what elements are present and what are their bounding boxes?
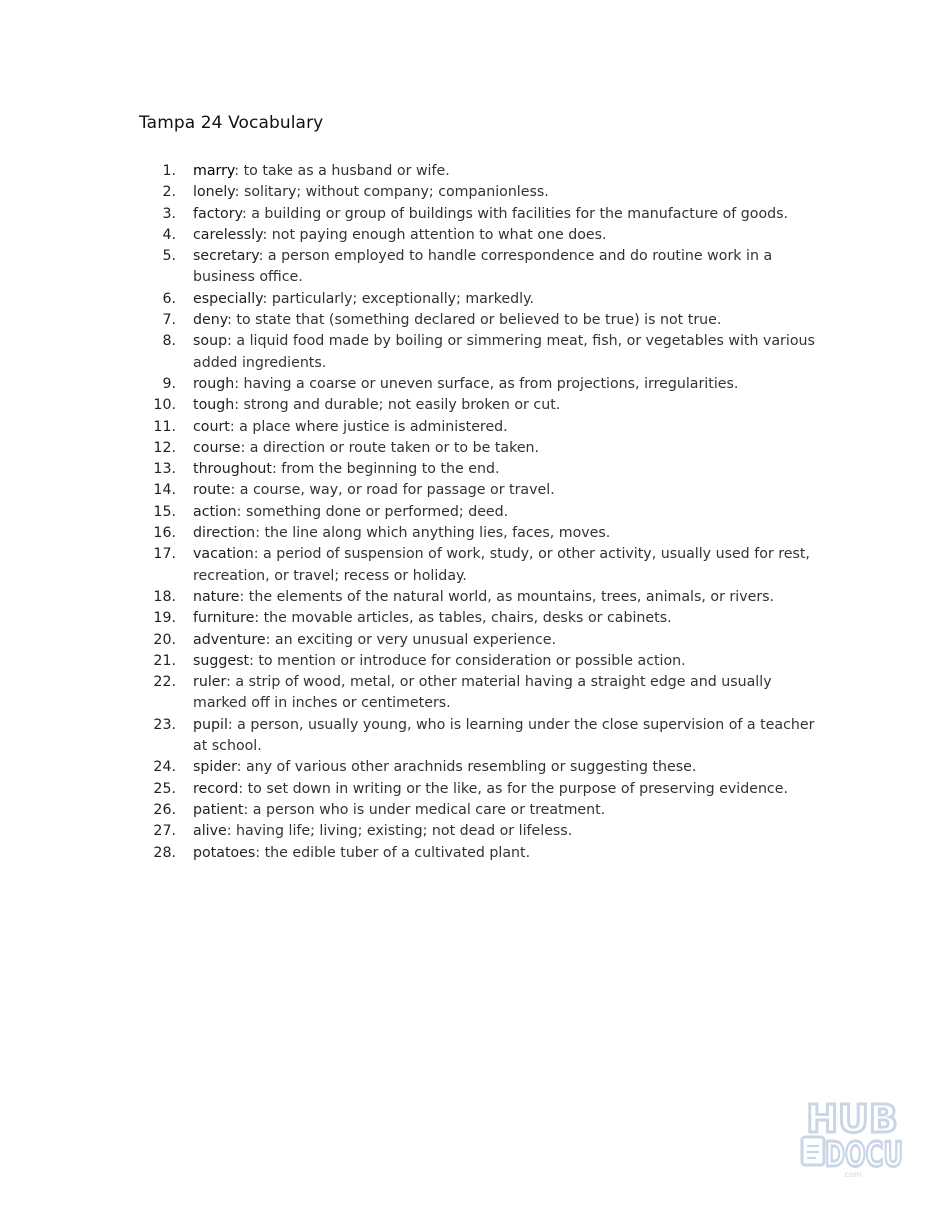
vocab-term: nature xyxy=(193,588,240,605)
vocab-definition: : particularly; exceptionally; markedly. xyxy=(262,290,534,307)
list-item-number: 13. xyxy=(153,461,176,478)
vocab-term: course xyxy=(193,439,241,456)
list-item-number: 7. xyxy=(162,312,176,329)
list-item xyxy=(139,843,819,864)
vocab-term: spider xyxy=(193,759,237,776)
list-item xyxy=(139,459,819,480)
watermark-text-docu: DOCU xyxy=(825,1135,903,1175)
vocab-term: furniture xyxy=(193,610,255,627)
list-item-number: 16. xyxy=(153,525,176,542)
vocab-definition: : a direction or route taken or to be taken. xyxy=(240,439,540,456)
list-item xyxy=(139,225,819,246)
list-item-number: 4. xyxy=(162,226,176,243)
list-item-number: 5. xyxy=(162,248,176,265)
list-item xyxy=(139,715,819,758)
vocab-term: adventure xyxy=(193,631,266,648)
vocab-definition: : a period of suspension of work, study, or other activity, usually used for rest, recreation, or travel; recess or holiday. xyxy=(193,546,810,584)
vocab-term: direction xyxy=(193,525,256,542)
list-item xyxy=(139,587,819,608)
list-item xyxy=(139,800,819,821)
vocab-definition: : a liquid food made by boiling or simmering meat, fish, or vegetables with various added ingredients. xyxy=(193,333,815,371)
list-item-number: 15. xyxy=(153,503,176,520)
list-item-number: 14. xyxy=(153,482,176,499)
vocab-definition: : strong and durable; not easily broken or cut. xyxy=(234,397,561,414)
vocab-term: deny xyxy=(193,312,228,329)
vocab-definition: : the line along which anything lies, faces, moves. xyxy=(255,525,611,542)
vocab-term: ruler xyxy=(193,674,227,691)
list-item xyxy=(139,608,819,629)
list-item-number: 11. xyxy=(153,418,176,435)
page-title: Tampa 24 Vocabulary xyxy=(139,113,324,133)
list-item-number: 22. xyxy=(153,674,176,691)
vocab-term: lonely xyxy=(193,184,235,201)
vocab-term: factory xyxy=(193,205,242,222)
watermark-text-com: .com xyxy=(842,1170,862,1179)
vocab-definition: : to state that (something declared or believed to be true) is not true. xyxy=(227,312,722,329)
vocab-term: potatoes xyxy=(193,844,256,861)
vocab-definition: : solitary; without company; companionless. xyxy=(234,184,549,201)
list-item xyxy=(139,204,819,225)
list-item-number: 25. xyxy=(153,780,176,797)
vocab-definition: : the edible tuber of a cultivated plant. xyxy=(255,844,531,861)
list-item xyxy=(139,374,819,395)
list-item xyxy=(139,821,819,842)
vocab-definition: : the movable articles, as tables, chairs, desks or cabinets. xyxy=(254,610,672,627)
vocab-definition: : not paying enough attention to what one does. xyxy=(262,226,607,243)
list-item-number: 12. xyxy=(153,439,176,456)
list-item xyxy=(139,395,819,416)
vocab-definition: : the elements of the natural world, as mountains, trees, animals, or rivers. xyxy=(239,588,775,605)
vocabulary-list xyxy=(139,161,819,864)
list-item xyxy=(139,651,819,672)
list-item-number: 6. xyxy=(162,290,176,307)
list-item xyxy=(139,502,819,523)
vocab-definition: : to mention or introduce for consideration or possible action. xyxy=(249,652,686,669)
vocab-definition: : a course, way, or road for passage or travel. xyxy=(230,482,555,499)
list-item-number: 8. xyxy=(162,333,176,350)
list-item-number: 3. xyxy=(162,205,176,222)
list-item xyxy=(139,779,819,800)
vocab-term: court xyxy=(193,418,230,435)
vocab-term: route xyxy=(193,482,231,499)
list-item-number: 23. xyxy=(153,716,176,733)
list-item xyxy=(139,417,819,438)
list-item xyxy=(139,544,819,587)
vocab-term: rough xyxy=(193,375,235,392)
vocab-term: vacation xyxy=(193,546,254,563)
list-item xyxy=(139,523,819,544)
list-item xyxy=(139,480,819,501)
vocab-definition: : a strip of wood, metal, or other material having a straight edge and usually marked off in inches or centimeters. xyxy=(193,674,772,712)
list-item-number: 2. xyxy=(162,184,176,201)
vocab-term: tough xyxy=(193,397,235,414)
vocab-term: pupil xyxy=(193,716,228,733)
vocab-definition: : a person who is under medical care or treatment. xyxy=(243,801,606,818)
list-item-number: 20. xyxy=(153,631,176,648)
list-item xyxy=(139,630,819,651)
vocab-term: especially xyxy=(193,290,263,307)
list-item-number: 26. xyxy=(153,801,176,818)
vocab-definition: : any of various other arachnids resembling or suggesting these. xyxy=(236,759,697,776)
vocab-definition: : something done or performed; deed. xyxy=(236,503,509,520)
vocab-definition: : a person, usually young, who is learning under the close supervision of a teacher at school. xyxy=(193,716,815,755)
vocab-term: soup xyxy=(193,333,228,350)
vocab-definition: : having life; living; existing; not dead or lifeless. xyxy=(226,823,573,840)
list-item xyxy=(139,438,819,459)
vocab-definition: : from the beginning to the end. xyxy=(271,461,500,478)
vocab-term: record xyxy=(193,780,239,797)
list-item-number: 9. xyxy=(162,375,176,392)
list-item-number: 27. xyxy=(153,823,176,840)
vocab-term: action xyxy=(193,503,237,520)
vocab-definition: : an exciting or very unusual experience. xyxy=(265,631,557,648)
vocab-term: carelessly xyxy=(193,226,263,243)
list-item-number: 19. xyxy=(153,610,176,627)
list-item-number: 28. xyxy=(153,844,176,861)
list-item xyxy=(139,246,819,289)
vocab-term: suggest xyxy=(193,652,250,669)
vocab-definition: : a place where justice is administered. xyxy=(229,418,508,435)
vocab-term: secretary xyxy=(193,248,259,265)
list-item xyxy=(139,182,819,203)
watermark-text-hub: HUB xyxy=(806,1098,898,1141)
document-icon xyxy=(802,1137,824,1165)
list-item-number: 18. xyxy=(153,588,176,605)
list-item-number: 1. xyxy=(162,163,176,179)
list-item xyxy=(139,310,819,331)
hubdocu-watermark-logo xyxy=(798,1098,906,1180)
list-item-number: 21. xyxy=(153,652,176,669)
vocab-definition: : a person employed to handle correspondence and do routine work in a business office. xyxy=(193,248,773,286)
vocab-definition: : to set down in writing or the like, as for the purpose of preserving evidence. xyxy=(238,780,788,797)
vocab-term: patient xyxy=(193,801,244,818)
list-item-number: 10. xyxy=(153,397,176,414)
list-item xyxy=(139,161,819,182)
list-item xyxy=(139,331,819,374)
vocab-definition: : to take as a husband or wife. xyxy=(234,163,450,179)
vocab-definition: : having a coarse or uneven surface, as from projections, irregularities. xyxy=(234,375,739,392)
list-item xyxy=(139,672,819,715)
list-item xyxy=(139,289,819,310)
vocab-definition: : a building or group of buildings with facilities for the manufacture of goods. xyxy=(241,205,789,222)
vocab-term: throughout xyxy=(193,461,272,478)
list-item-number: 17. xyxy=(153,546,176,563)
list-item-number: 24. xyxy=(153,759,176,776)
list-item xyxy=(139,757,819,778)
vocab-term: marry xyxy=(193,163,235,179)
vocab-term: alive xyxy=(193,823,227,840)
